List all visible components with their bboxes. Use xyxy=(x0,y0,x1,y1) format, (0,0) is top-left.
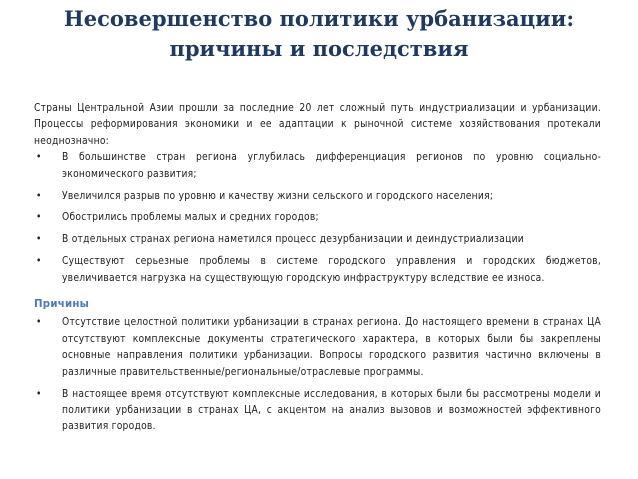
list-item xyxy=(34,232,601,248)
bullet-icon: • xyxy=(36,256,42,268)
causes-heading: Причины xyxy=(34,299,90,311)
causes-list xyxy=(34,315,601,435)
list-item-text: В большинстве стран региона углубилась дифференциация регионов по уровню социально-экономического развития; xyxy=(62,152,601,180)
bullet-icon: • xyxy=(36,388,42,400)
list-item-text: В настоящее время отсутствуют комплексные исследования, в которых были бы рассмотрены модели и политики урбанизации в странах ЦА, с акцентом на анализ вызовов и возможностей эффективного развития городов. xyxy=(62,388,601,433)
list-item xyxy=(34,150,601,183)
list-item xyxy=(34,254,601,287)
bullet-icon: • xyxy=(36,152,42,164)
consequences-list xyxy=(34,150,601,287)
list-item-text: Существуют серьезные проблемы в системе городского управления и городских бюджетов, увеличивается нагрузка на существующую городскую инфраструктуру вследствие ее износа. xyxy=(62,256,601,284)
bullet-icon: • xyxy=(36,317,42,329)
list-item-text: В отдельных странах региона наметился процесс дезурбанизации и деиндустриализации xyxy=(62,234,524,246)
slide-title-line-2: причины и последствия xyxy=(169,36,469,61)
bullet-icon: • xyxy=(36,234,42,246)
list-item-text: Обострились проблемы малых и средних городов; xyxy=(62,212,319,224)
slide-title-line-1: Несовершенство политики урбанизации: xyxy=(63,6,575,31)
slide-body xyxy=(34,101,601,441)
list-item xyxy=(34,189,601,205)
slide-title xyxy=(0,4,638,64)
list-item xyxy=(34,387,601,436)
list-item-text: Отсутствие целостной политики урбанизации в странах региона. До настоящего времени в странах ЦА отсутствуют комплексные документы стратегического характера, в которых были бы закреплены основные направления политики урбанизации. Вопросы городского развития частично включены в различные правительственные/региональные/отраслевые программы. xyxy=(62,317,601,378)
intro-paragraph: Страны Центральной Азии прошли за последние 20 лет сложный путь индустриализации и урбанизации. Процессы реформирования экономики и ее адаптации к рыночной системе хозяйствования протекали неоднозначно: xyxy=(34,103,601,147)
bullet-icon: • xyxy=(36,212,42,224)
list-item xyxy=(34,210,601,226)
list-item xyxy=(34,315,601,381)
list-item-text: Увеличился разрыв по уровню и качеству жизни сельского и городского населения; xyxy=(62,190,494,202)
bullet-icon: • xyxy=(36,190,42,202)
